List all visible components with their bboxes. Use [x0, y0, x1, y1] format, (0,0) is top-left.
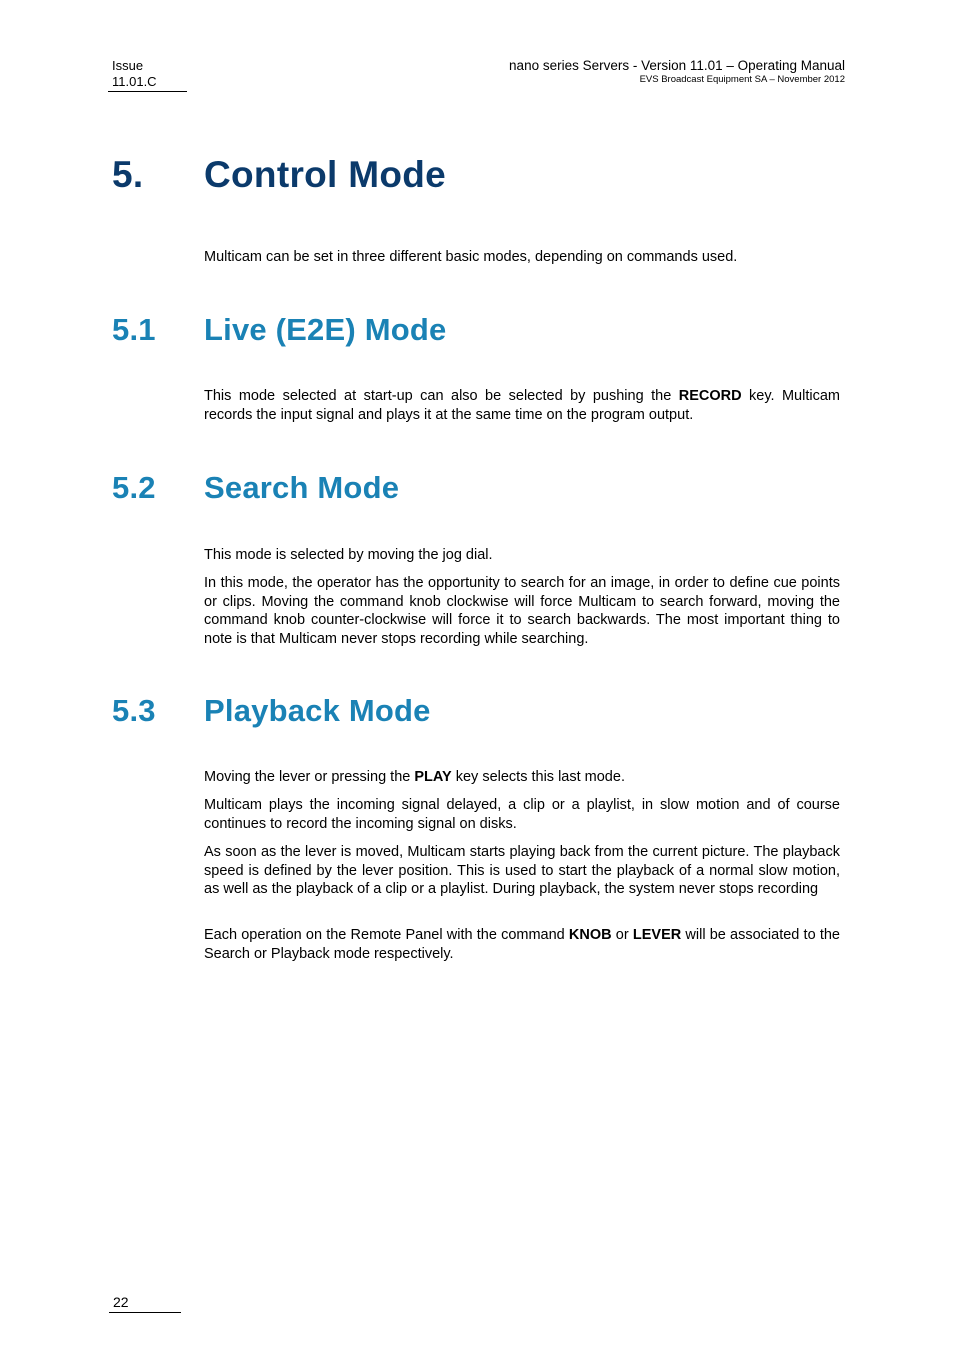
playback-paragraph-3: As soon as the lever is moved, Multicam starts playing back from the current picture. The playback speed is defined by the lever position. This is used to start the playback of a normal slow motion, as well as the playback of a clip or a playlist. During playback, the system never stops recording: [204, 844, 840, 897]
footer: [113, 1294, 181, 1313]
keyword-play: PLAY: [414, 769, 452, 785]
chapter-heading: [112, 154, 446, 196]
section-number: 5.1: [112, 312, 156, 347]
keyword-knob: KNOB: [568, 927, 612, 943]
page-number: 22: [113, 1294, 129, 1310]
header-rule: [108, 91, 187, 92]
header-issue: [112, 58, 187, 92]
chapter-intro: Multicam can be set in three different basic modes, depending on commands used.: [204, 249, 738, 265]
issue-label: Issue: [112, 58, 144, 73]
section-title: Search Mode: [204, 470, 400, 505]
playback-paragraph-1: [204, 768, 840, 787]
chapter-title: Control Mode: [204, 154, 447, 195]
keyword-lever: LEVER: [632, 927, 682, 943]
text-run: will be associated to the Search or Playback mode respectively.: [204, 927, 840, 962]
text-run: Moving the lever or pressing the: [204, 769, 415, 785]
section-number: 5.2: [112, 470, 156, 505]
section-heading-playback: [112, 693, 431, 729]
text-run: This mode selected at start-up can also be selected by pushing the: [204, 388, 679, 404]
section-title: Playback Mode: [204, 693, 431, 728]
text-run: or: [611, 927, 633, 943]
search-paragraph-2: In this mode, the operator has the opportunity to search for an image, in order to define cue points or clips. Moving the command knob clockwise will force Multicam to search forward, moving the command knob counter-clockwise will force it to search backwards. The most important thing to note is that Multicam never stops recording while searching.: [204, 575, 840, 647]
header-subtitle: EVS Broadcast Equipment SA – November 2012: [639, 74, 845, 85]
keyword-record: RECORD: [678, 388, 742, 404]
text-run: Each operation on the Remote Panel with the command: [204, 927, 569, 943]
text-run: key selects this last mode.: [451, 769, 625, 785]
header-title: nano series Servers - Version 11.01 – Operating Manual: [509, 58, 845, 73]
section-number: 5.3: [112, 693, 156, 728]
playback-paragraph-4: [204, 926, 840, 963]
search-paragraph-1: This mode is selected by moving the jog dial.: [204, 547, 493, 563]
chapter-number: 5.: [112, 154, 144, 195]
section-heading-live: [112, 312, 446, 348]
live-paragraph: [204, 387, 840, 424]
header-title-block: [509, 58, 845, 86]
section-title: Live (E2E) Mode: [204, 312, 447, 347]
playback-paragraph-2: Multicam plays the incoming signal delayed, a clip or a playlist, in slow motion and of course continues to record the incoming signal on disks.: [204, 797, 840, 832]
issue-number: 11.01.C: [112, 74, 157, 89]
text-run: key. Multicam records the input signal and plays it at the same time on the program output.: [204, 388, 840, 423]
footer-rule: [109, 1312, 181, 1313]
section-heading-search: [112, 470, 399, 506]
